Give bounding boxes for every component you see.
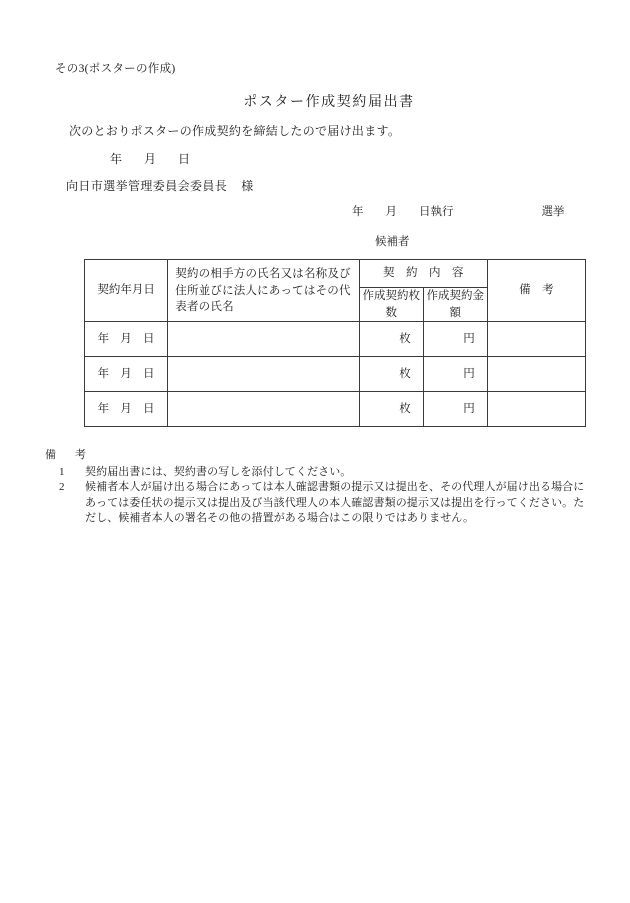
note-item [59,465,590,481]
cell-contract-date[interactable] [85,357,168,392]
header-contract-contents: 契 約 内 容 [359,260,487,288]
cell-amount[interactable] [423,392,487,427]
header-counterparty: 契約の相手方の氏名又は名称及び住所並びに法人にあってはその代表者の氏名 [168,260,359,322]
note-text: 契約届出書には、契約書の写しを添付してください。 [85,465,352,478]
submission-year-label: 年 [110,152,123,166]
cell-amount[interactable] [423,357,487,392]
note-item [59,480,590,527]
submission-date-line [110,150,190,167]
amount-unit: 円 [463,403,475,415]
table-row [85,322,586,357]
cell-remarks[interactable] [487,322,585,357]
cell-counterparty[interactable] [168,392,359,427]
table-header-row-top [85,260,586,288]
addressee-honorific: 様 [241,179,254,193]
election-day-exec-label: 日執行 [419,206,454,218]
page-title: ポスター作成契約届出書 [243,95,415,110]
cell-contract-date[interactable] [85,322,168,357]
cell-amount[interactable] [423,322,487,357]
submission-month-label: 月 [144,152,157,166]
notes-section [45,448,590,527]
addressee-line [66,177,254,194]
election-year-label: 年 [352,206,364,218]
notes-title: 備 考 [45,449,90,461]
note-text: 候補者本人が届け出る場合にあっては本人確認書類の提示又は提出を、その代理人が届け出る場合にあっては委任状の提示又は提出及び当該代理人の本人確認書類の提示又は提出を行ってください。ただし、候補者本人の署名その他の措置がある場合はこの限りではありません。 [85,481,585,525]
election-month-label: 月 [385,206,397,218]
election-date-line [352,203,565,219]
sheets-unit: 枚 [399,368,411,380]
header-remarks: 備 考 [487,260,585,322]
header-amount: 作成契約金額 [423,288,487,322]
table-row [85,357,586,392]
submission-day-label: 日 [178,152,191,166]
row-date-ymd: 年 月 日 [97,403,155,415]
contract-table [84,259,586,427]
table-row [85,392,586,427]
election-name-label: 選挙 [541,206,565,218]
sheets-unit: 枚 [399,333,411,345]
row-date-ymd: 年 月 日 [97,368,155,380]
row-date-ymd: 年 月 日 [97,333,155,345]
lead-paragraph: 次のとおりポスターの作成契約を締結したので届け出ます。 [69,124,401,138]
cell-remarks[interactable] [487,392,585,427]
addressee-name: 向日市選挙管理委員会委員長 [66,179,228,193]
note-number: 2 [59,481,65,494]
sheets-unit: 枚 [399,403,411,415]
amount-unit: 円 [463,368,475,380]
cell-sheets[interactable] [359,322,423,357]
candidate-label: 候補者 [375,236,410,248]
note-number: 1 [59,465,65,478]
form-kind-label: その3(ポスターの作成) [55,63,176,75]
cell-counterparty[interactable] [168,322,359,357]
amount-unit: 円 [463,333,475,345]
cell-sheets[interactable] [359,357,423,392]
cell-contract-date[interactable] [85,392,168,427]
header-contract-date: 契約年月日 [85,260,168,322]
cell-remarks[interactable] [487,357,585,392]
header-sheets: 作成契約枚数 [359,288,423,322]
contract-table-wrapper [84,259,586,427]
cell-sheets[interactable] [359,392,423,427]
cell-counterparty[interactable] [168,357,359,392]
